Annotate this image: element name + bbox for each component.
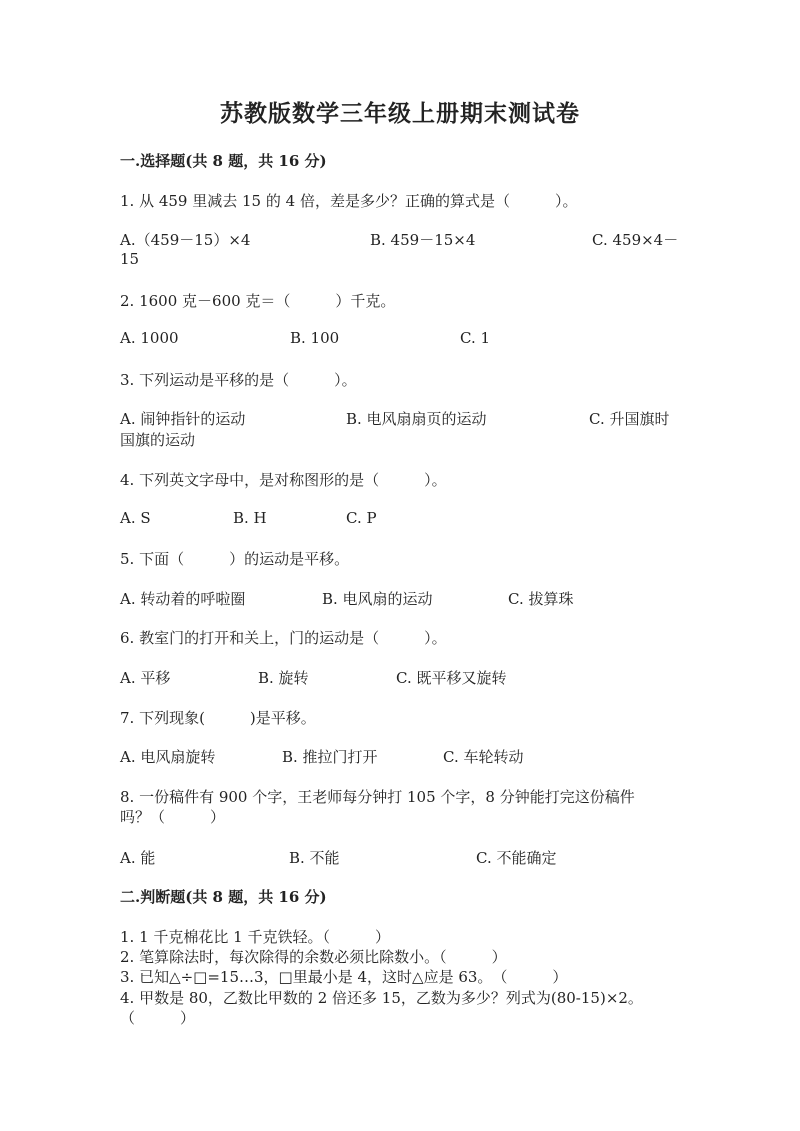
section-heading-judgement: 二.判断题(共 8 题，共 16 分) — [120, 888, 327, 906]
option-c: C. 车轮转动 — [443, 748, 524, 766]
judgement-item: 4. 甲数是 80，乙数比甲数的 2 倍还多 15，乙数为多少？列式为(80-15)×2。 — [120, 989, 643, 1007]
option-b: B. 100 — [290, 329, 340, 347]
question-stem: 6. 教室门的打开和关上，门的运动是（ ）。 — [120, 629, 447, 647]
option-a: A. 电风扇旋转 — [120, 748, 216, 766]
question-stem: 5. 下面（ ）的运动是平移。 — [120, 550, 350, 568]
option-a: A. 能 — [120, 849, 156, 867]
question-stem: 4. 下列英文字母中，是对称图形的是（ ）。 — [120, 471, 447, 489]
option-b: B. H — [233, 509, 267, 527]
question-stem: 2. 1600 克－600 克＝（ ）千克。 — [120, 292, 396, 310]
option-c: C. 拔算珠 — [508, 590, 574, 608]
option-b: B. 推拉门打开 — [282, 748, 378, 766]
option-b: B. 电风扇的运动 — [322, 590, 433, 608]
judgement-item-continuation: （ ） — [120, 1009, 196, 1027]
option-c: C. P — [346, 509, 377, 527]
judgement-item: 1. 1 千克棉花比 1 千克铁轻。（ ） — [120, 928, 390, 946]
option-a: A. 闹钟指针的运动 — [120, 410, 246, 428]
option-a: A. 转动着的呼啦圈 — [120, 590, 246, 608]
question-stem-continuation: 吗？（ ） — [120, 808, 226, 826]
option-a: A. 平移 — [120, 669, 171, 687]
option-continuation: 15 — [120, 250, 140, 268]
option-c: C. 既平移又旋转 — [396, 669, 507, 687]
question-stem: 1. 从 459 里减去 15 的 4 倍，差是多少？正确的算式是（ ）。 — [120, 192, 578, 210]
page-title: 苏教版数学三年级上册期末测试卷 — [220, 100, 580, 127]
option-b: B. 电风扇扇页的运动 — [346, 410, 487, 428]
option-b: B. 旋转 — [258, 669, 309, 687]
option-continuation: 国旗的运动 — [120, 431, 196, 449]
section-heading-choice: 一.选择题(共 8 题，共 16 分) — [120, 152, 327, 170]
option-b: B. 459－15×4 — [370, 231, 476, 249]
option-c: C. 升国旗时 — [589, 410, 670, 428]
question-stem: 3. 下列运动是平移的是（ ）。 — [120, 371, 357, 389]
option-a: A. S — [120, 509, 151, 527]
option-b: B. 不能 — [289, 849, 340, 867]
option-a: A. 1000 — [120, 329, 179, 347]
option-c: C. 不能确定 — [476, 849, 557, 867]
question-stem: 7. 下列现象( )是平移。 — [120, 709, 316, 727]
question-stem: 8. 一份稿件有 900 个字，王老师每分钟打 105 个字，8 分钟能打完这份稿件 — [120, 788, 635, 806]
judgement-item: 3. 已知△÷□=15…3，□里最小是 4，这时△应是 63。 （ ） — [120, 968, 568, 986]
option-c: C. 459×4－ — [592, 231, 679, 249]
option-a: A.（459－15）×4 — [120, 231, 251, 249]
option-c: C. 1 — [460, 329, 491, 347]
judgement-item: 2. 笔算除法时，每次除得的余数必须比除数小。（ ） — [120, 948, 507, 966]
